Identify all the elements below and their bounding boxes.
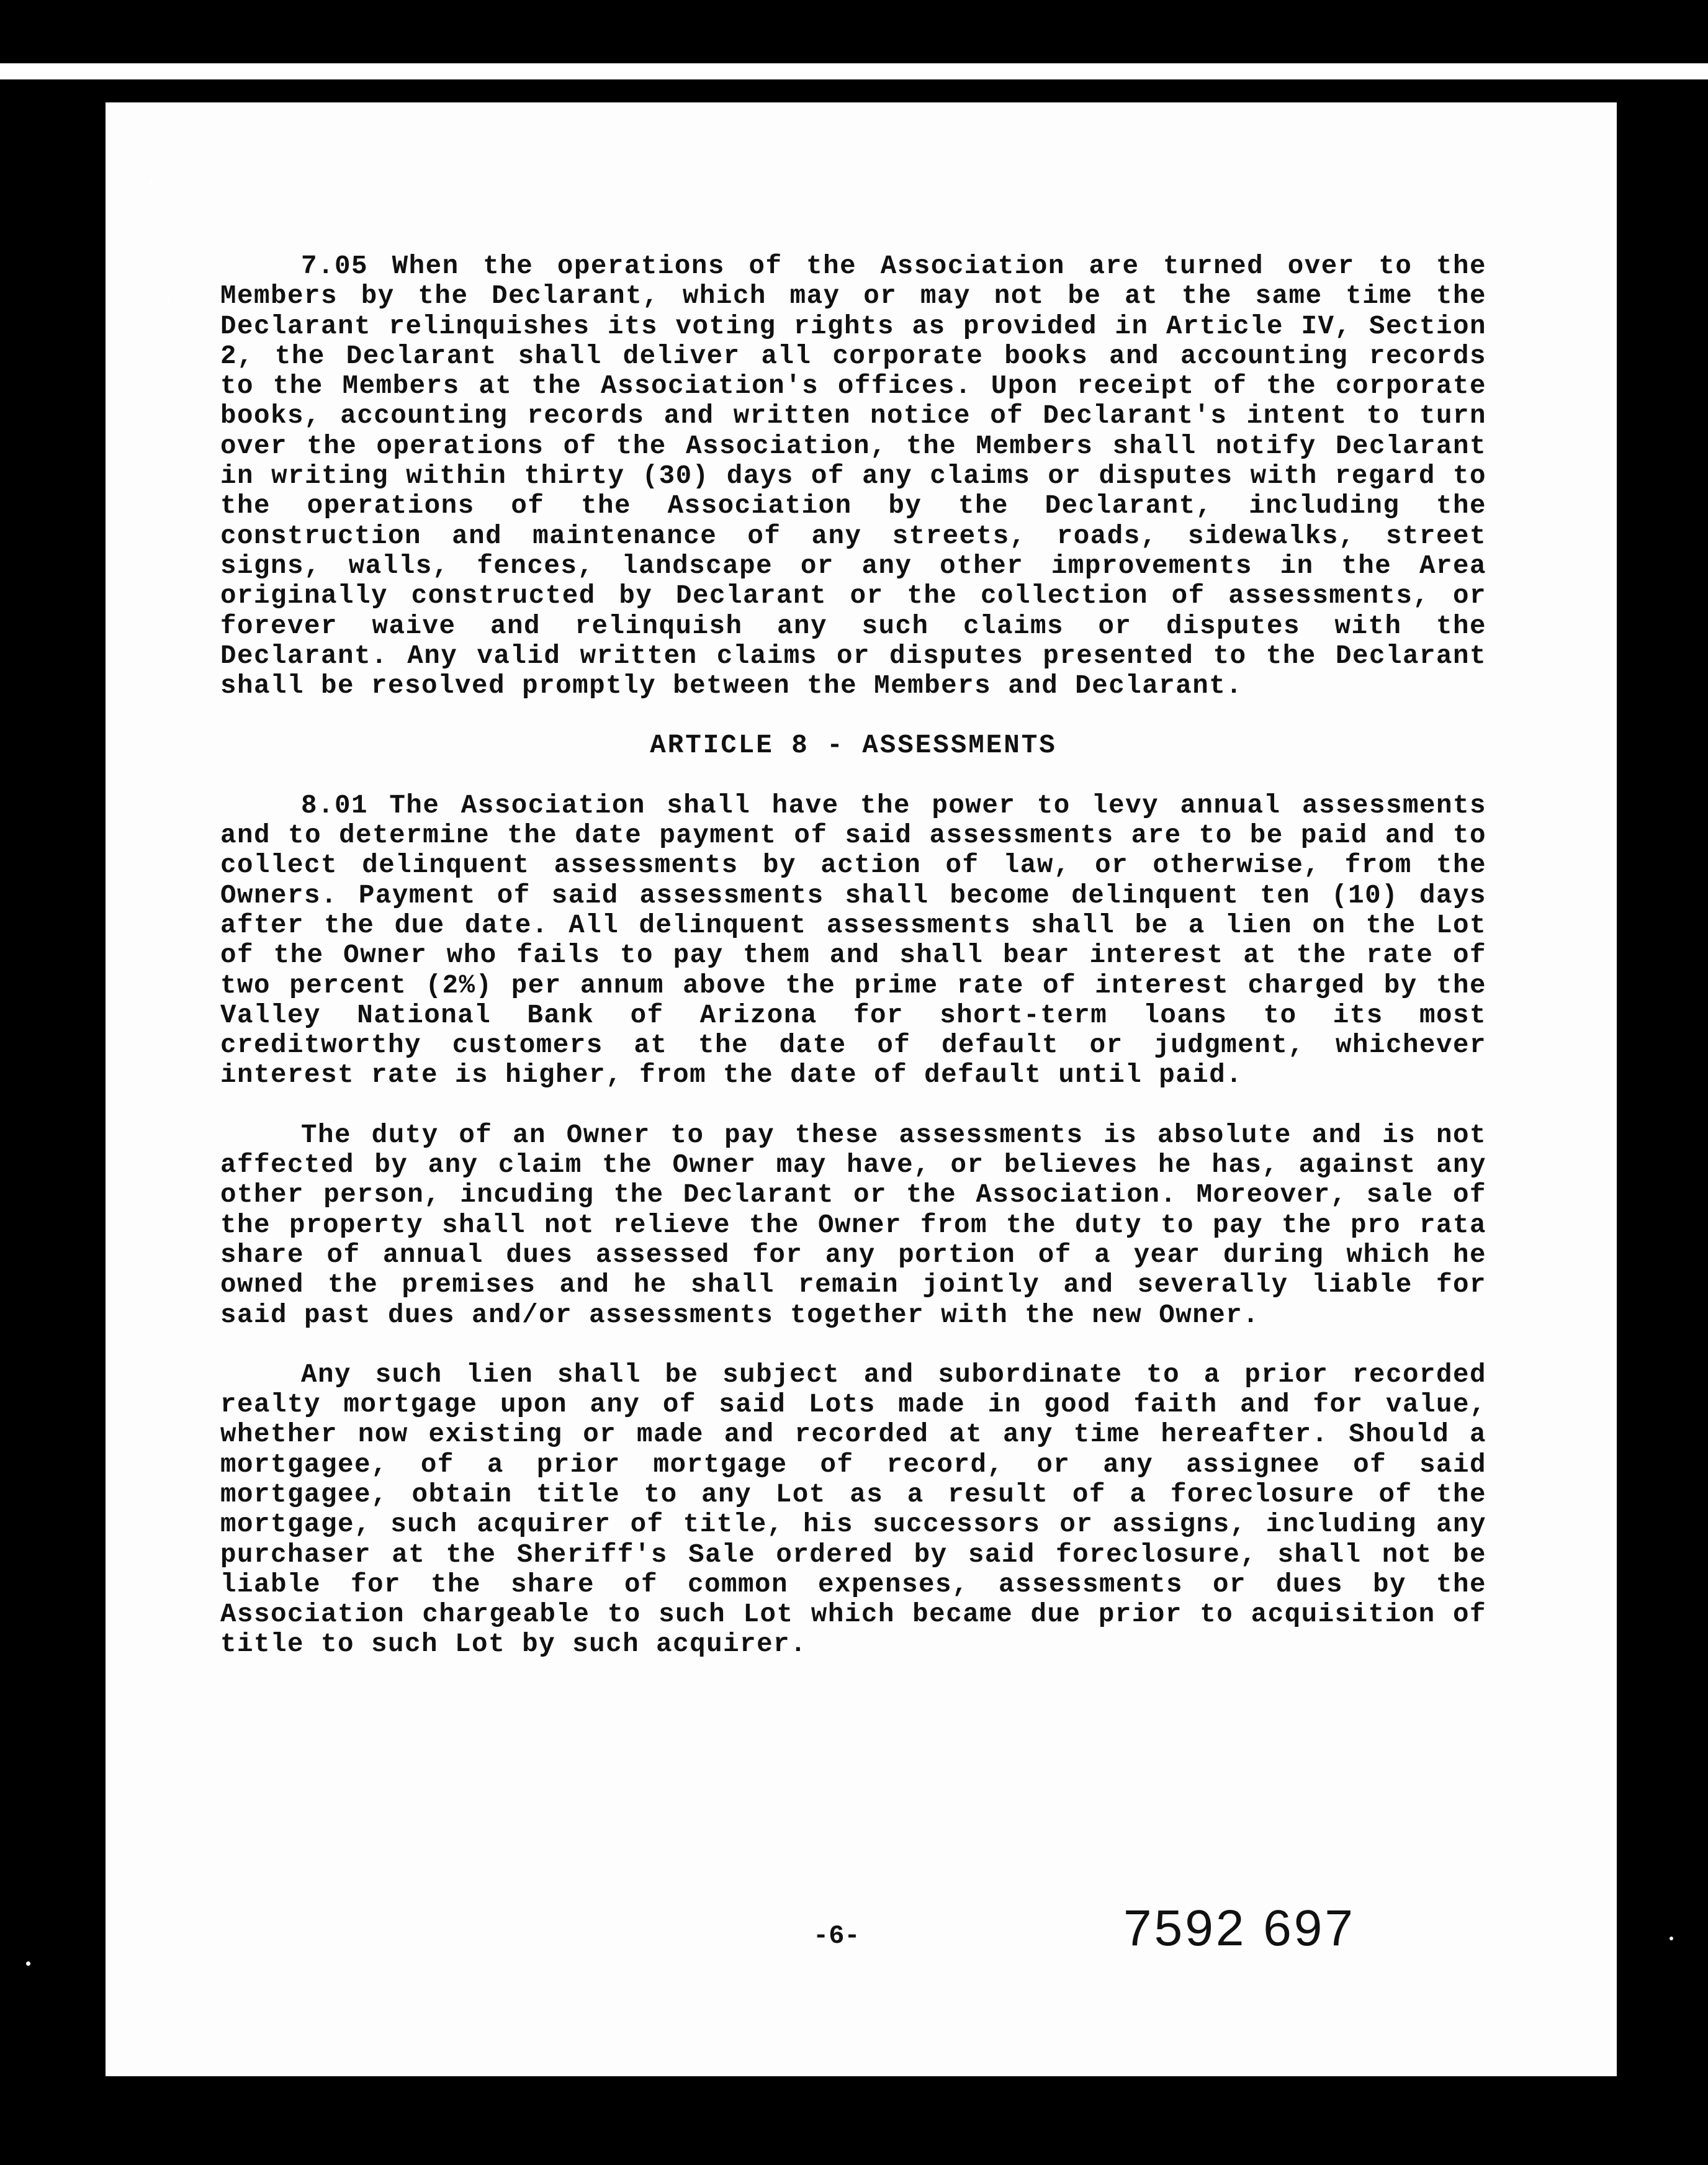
article-8-heading: ARTICLE 8 - ASSESSMENTS bbox=[650, 731, 1057, 761]
document-code: 7592 697 bbox=[1123, 1900, 1356, 1956]
section-8-01-text: 8.01 The Association shall have the power to levy annual assessments and to determine the date payment of said assessments are to be paid and to collect delinquent assessments by action of law, or otherwise, from the Owners. Payment of said assessments shall become delinquent ten (10) days after the due date. All delinquent assessments shall be a lien on the Lot of the Owner who fails to pay them and shall bear interest at the rate of two percent (2%) per annum above the prime rate of interest charged by the Valley National Bank of Arizona for short-term loans to its most creditworthy customers at the date of default or judgment, whichever interest rate is higher, from the date of default until paid. bbox=[220, 790, 1486, 1091]
document-body bbox=[220, 251, 1486, 1660]
document-page bbox=[106, 102, 1617, 2076]
scan-border-top bbox=[0, 0, 1708, 62]
scan-speck bbox=[1670, 1937, 1673, 1940]
paragraph-owner-duty bbox=[220, 1120, 1486, 1330]
scan-strip-top bbox=[0, 63, 1708, 79]
section-8-01 bbox=[220, 791, 1486, 1091]
section-7-05-text: 7.05 When the operations of the Association are turned over to the Members by the Declarant, which may or may not be at the same time the Declarant relinquishes its voting rights as provided in Article IV, Section 2, the Declarant shall deliver all corporate books and accounting records to the Members at the Association's offices. Upon receipt of the corporate books, accounting records and written notice of Declarant's intent to turn over the operations of the Association, the Members shall notify Declarant in writing within thirty (30) days of any claims or disputes with regard to the operations of the Association by the Declarant, including the construction and maintenance of any streets, roads, sidewalks, street signs, walls, fences, landscape or any other improvements in the Area originally constructed by Declarant or the collection of assessments, or forever waive and relinquish any such claims or disputes with the Declarant. Any valid written claims or disputes presented to the Declarant shall be resolved promptly between the Members and Declarant. bbox=[220, 251, 1486, 701]
section-7-05 bbox=[220, 251, 1486, 701]
scan-speck bbox=[26, 1961, 30, 1966]
paragraph-lien-subordination bbox=[220, 1360, 1486, 1660]
page-number: -6- bbox=[813, 1921, 860, 1951]
paragraph-lien-subordination-text: Any such lien shall be subject and subordinate to a prior recorded realty mortgage upon any of said Lots made in good faith and for value, whether now existing or made and recorded at any time hereafter. Should a mortgagee, of a prior mortgage of record, or any assignee of said mortgagee, obtain title to any Lot as a result of a foreclosure of the mortgage, such acquirer of title, his successors or assigns, including any purchaser at the Sheriff's Sale ordered by said foreclosure, shall not be liable for the share of common expenses, assessments or dues by the Association chargeable to such Lot which became due prior to acquisition of title to such Lot by such acquirer. bbox=[220, 1359, 1486, 1660]
paragraph-owner-duty-text: The duty of an Owner to pay these assessments is absolute and is not affected by any claim the Owner may have, or believes he has, against any other person, incuding the Declarant or the Association. Moreover, sale of the property shall not relieve the Owner from the duty to pay the pro rata share of annual dues assessed for any portion of a year during which he owned the premises and he shall remain jointly and severally liable for said past dues and/or assessments together with the new Owner. bbox=[220, 1120, 1486, 1330]
scan-speck bbox=[149, 180, 154, 185]
scan-speck bbox=[166, 297, 170, 300]
